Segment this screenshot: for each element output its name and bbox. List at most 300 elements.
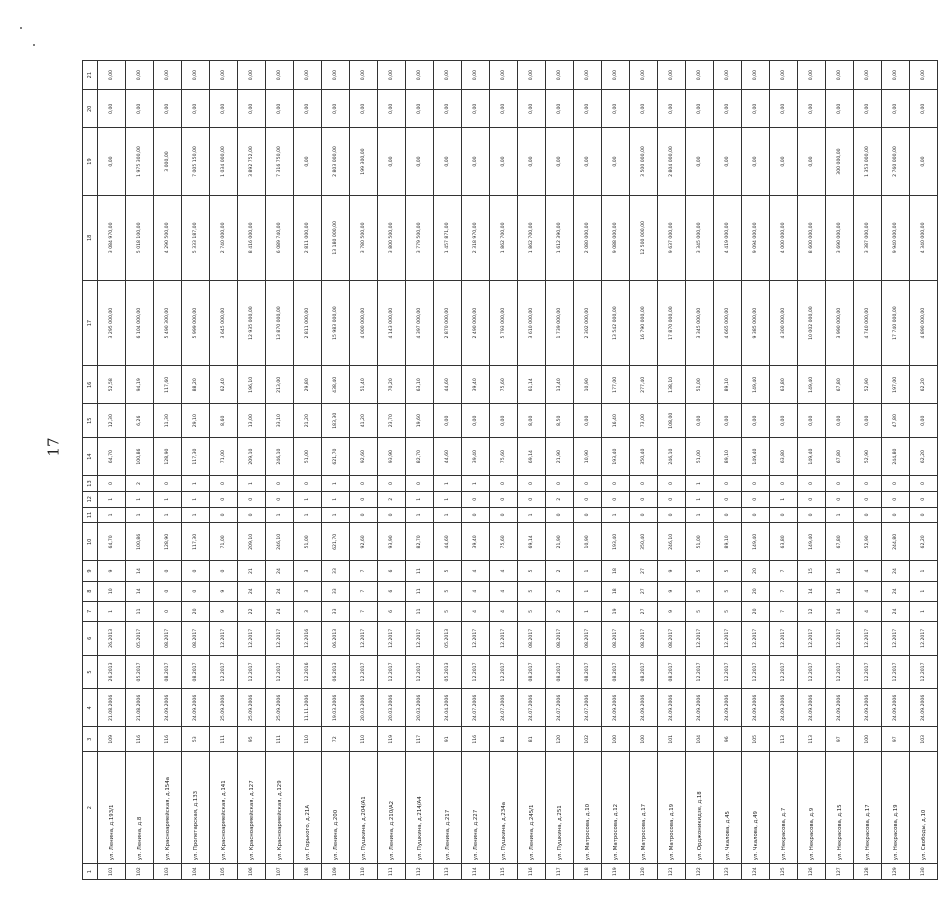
table-cell: 1 xyxy=(98,507,126,523)
table-cell: 108 xyxy=(294,864,322,880)
table-cell: 12 935 000,00 xyxy=(238,280,266,365)
table-cell: 51,40 xyxy=(350,366,378,404)
table-cell: 2 xyxy=(378,491,406,507)
table-cell: 109 xyxy=(322,864,350,880)
table-cell: 3 xyxy=(294,561,322,581)
table-cell: 115 xyxy=(490,864,518,880)
table-cell: 12.2017 xyxy=(266,655,294,689)
table-cell: 7 005 150,00 xyxy=(182,128,210,195)
table-cell: 24.09.2006 xyxy=(602,689,630,727)
table-cell: 0,00 xyxy=(826,61,854,90)
table-cell: 3 800 500,00 xyxy=(378,195,406,280)
table-row xyxy=(98,61,126,880)
table-cell: 33 xyxy=(322,601,350,621)
table-cell: 0 xyxy=(490,507,518,523)
table-cell: 6 089 740,00 xyxy=(266,195,294,280)
table-cell: 244,80 xyxy=(882,523,910,561)
table-cell: 12.2017 xyxy=(462,655,490,689)
table-cell: 1 xyxy=(154,491,182,507)
table-cell: 4 397 000,00 xyxy=(406,280,434,365)
table-cell: 100 xyxy=(630,727,658,752)
table-cell: 0,00 xyxy=(742,90,770,128)
table-cell: 1 xyxy=(910,581,938,601)
table-cell: 08.2017 xyxy=(630,655,658,689)
table-cell: 7 xyxy=(350,601,378,621)
table-cell: 24.07.2006 xyxy=(462,689,490,727)
table-cell: 9 xyxy=(658,561,686,581)
address-cell: ул. Пушкина, д.204/А1 xyxy=(350,752,378,864)
table-cell: 8 416 000,00 xyxy=(238,195,266,280)
table-cell: 2 xyxy=(546,601,574,621)
table-cell: 117,30 xyxy=(182,438,210,476)
table-cell: 0,00 xyxy=(546,90,574,128)
table-cell: 05.2013 xyxy=(434,655,462,689)
table-cell: 0 xyxy=(210,491,238,507)
address-cell: ул. Красноармейская, д.154а xyxy=(154,752,182,864)
table-cell: 5 xyxy=(518,581,546,601)
table-cell: 29,80 xyxy=(294,366,322,404)
table-cell: 110 xyxy=(350,864,378,880)
table-cell: 0 xyxy=(210,561,238,581)
table-cell: 08.2017 xyxy=(602,621,630,655)
table-cell: 0,00 xyxy=(294,90,322,128)
table-cell: 0 xyxy=(378,476,406,492)
table-cell: 1 xyxy=(462,476,490,492)
table-cell: 12.2017 xyxy=(350,621,378,655)
table-cell: 0,00 xyxy=(602,128,630,195)
table-cell: 08.2017 xyxy=(658,655,686,689)
table-cell: 0 xyxy=(154,601,182,621)
table-cell: 17 870 000,00 xyxy=(658,280,686,365)
table-cell: 9 940 000,00 xyxy=(882,195,910,280)
table-cell: 5 999 000,00 xyxy=(182,280,210,365)
table-cell: 9 637 000,00 xyxy=(658,195,686,280)
table-cell: 0 xyxy=(854,507,882,523)
table-cell: 12.2017 xyxy=(490,621,518,655)
table-cell: 24.09.2006 xyxy=(798,689,826,727)
table-cell: 0,00 xyxy=(798,128,826,195)
table-cell: 120 xyxy=(546,727,574,752)
table-cell: 0 xyxy=(350,507,378,523)
table-cell: 92,60 xyxy=(350,523,378,561)
address-cell: ул. Пролетарская, д.133 xyxy=(182,752,210,864)
table-cell: 177,00 xyxy=(602,366,630,404)
table-cell: 08.2017 xyxy=(574,621,602,655)
table-cell: 119 xyxy=(378,727,406,752)
table-cell: 6 104 000,00 xyxy=(126,280,154,365)
table-cell: 67,80 xyxy=(826,523,854,561)
table-cell: 51,00 xyxy=(294,438,322,476)
table-cell: 0,00 xyxy=(490,90,518,128)
table-cell: 10,90 xyxy=(574,523,602,561)
table-cell: 0,00 xyxy=(742,61,770,90)
table-cell: 12.2017 xyxy=(742,655,770,689)
table-cell: 21,90 xyxy=(546,523,574,561)
table-cell: 24.09.2006 xyxy=(854,689,882,727)
table-cell: 12.2017 xyxy=(378,621,406,655)
table-cell: 117,60 xyxy=(154,366,182,404)
table-cell: 0,00 xyxy=(126,61,154,90)
table-cell: 107 xyxy=(266,864,294,880)
table-cell: 0,00 xyxy=(462,61,490,90)
table-cell: 62,20 xyxy=(910,366,938,404)
table-cell: 89,10 xyxy=(714,438,742,476)
table-cell: 7 xyxy=(770,561,798,581)
table-cell: 63,10 xyxy=(406,366,434,404)
table-cell: 51,00 xyxy=(686,366,714,404)
table-row xyxy=(798,61,826,880)
table-cell: 0,00 xyxy=(742,128,770,195)
table-cell: 7 xyxy=(350,561,378,581)
table-cell: 33 xyxy=(322,581,350,601)
table-cell: 246,10 xyxy=(658,523,686,561)
table-cell: 0,00 xyxy=(266,90,294,128)
table-row xyxy=(742,61,770,880)
address-cell: ул. Горького, д.21А xyxy=(294,752,322,864)
table-cell: 33 xyxy=(322,561,350,581)
table-row xyxy=(770,61,798,880)
table-cell: 0,00 xyxy=(294,61,322,90)
table-cell: 0,00 xyxy=(490,404,518,438)
table-cell: 1 xyxy=(266,507,294,523)
table-cell: 621,70 xyxy=(322,523,350,561)
table-cell: 149,40 xyxy=(798,438,826,476)
table-cell: 4 340 000,00 xyxy=(910,195,938,280)
table-cell: 20 xyxy=(742,561,770,581)
table-cell: 44,60 xyxy=(434,523,462,561)
table-cell: 14 xyxy=(826,561,854,581)
table-cell: 11 xyxy=(406,561,434,581)
table-cell: 1 975 300,00 xyxy=(126,128,154,195)
table-cell: 24 xyxy=(882,601,910,621)
table-cell: 0,00 xyxy=(434,90,462,128)
table-row xyxy=(182,61,210,880)
table-cell: 183,30 xyxy=(322,404,350,438)
table-cell: 117 xyxy=(546,864,574,880)
table-row xyxy=(686,61,714,880)
table-cell: 0 xyxy=(518,476,546,492)
table-cell: 61,14 xyxy=(518,366,546,404)
table-cell: 0 xyxy=(378,507,406,523)
table-cell: 1 xyxy=(686,507,714,523)
address-cell: ул. Некрасова, д.9 xyxy=(798,752,826,864)
table-cell: 12 500 000,00 xyxy=(630,195,658,280)
column-header: 11 xyxy=(83,507,98,523)
table-cell: 73,00 xyxy=(630,404,658,438)
table-row xyxy=(882,61,910,880)
table-cell: 92,60 xyxy=(350,438,378,476)
table-cell: 100,86 xyxy=(126,523,154,561)
table-cell: 63,80 xyxy=(770,438,798,476)
address-cell: ул. Ленина, д.210/А2 xyxy=(378,752,406,864)
table-cell: 0,00 xyxy=(910,61,938,90)
address-cell: ул. Ленина, д.193/1 xyxy=(98,752,126,864)
table-cell: 0,00 xyxy=(742,404,770,438)
table-cell: 27 xyxy=(630,601,658,621)
table-cell: 2 870 000,00 xyxy=(434,280,462,365)
table-cell: 08.2017 xyxy=(630,621,658,655)
table-cell: 12.2017 xyxy=(826,621,854,655)
table-cell: 4 419 000,00 xyxy=(714,195,742,280)
table-cell: 21,90 xyxy=(546,438,574,476)
table-cell: 4 740 000,00 xyxy=(854,280,882,365)
table-cell: 2 811 000,00 xyxy=(294,280,322,365)
table-cell: 113 xyxy=(434,864,462,880)
table-row xyxy=(630,61,658,880)
table-cell: 5 xyxy=(434,601,462,621)
table-cell: 0,00 xyxy=(434,404,462,438)
table-cell: 16,40 xyxy=(602,404,630,438)
table-cell: 0 xyxy=(266,491,294,507)
column-header: 12 xyxy=(83,491,98,507)
table-cell: 08.2017 xyxy=(182,621,210,655)
table-cell: 14 xyxy=(826,601,854,621)
table-cell: 3 645 000,00 xyxy=(210,280,238,365)
table-cell: 1 xyxy=(434,476,462,492)
table-cell: 2 302 000,00 xyxy=(574,280,602,365)
table-cell: 1 xyxy=(574,601,602,621)
table-cell: 1 612 390,00 xyxy=(546,195,574,280)
table-cell: 3 387 000,00 xyxy=(854,195,882,280)
table-cell: 9 xyxy=(210,581,238,601)
table-cell: 12.2017 xyxy=(854,621,882,655)
table-cell: 110 xyxy=(350,727,378,752)
table-cell: 1 739 000,00 xyxy=(546,280,574,365)
table-row xyxy=(238,61,266,880)
address-cell: ул. Матросова, д.19 xyxy=(658,752,686,864)
table-cell: 0,00 xyxy=(350,61,378,90)
table-cell: 96 xyxy=(714,727,742,752)
table-cell: 246,10 xyxy=(658,438,686,476)
table-cell: 0,00 xyxy=(686,90,714,128)
table-cell: 2 811 000,00 xyxy=(294,195,322,280)
table-cell: 9 xyxy=(210,601,238,621)
table-cell: 25.09.2006 xyxy=(210,689,238,727)
table-cell: 0,00 xyxy=(406,90,434,128)
table-cell: 70,20 xyxy=(378,366,406,404)
table-cell: 102 xyxy=(574,727,602,752)
table-cell: 05.2017 xyxy=(126,621,154,655)
table-cell: 113 xyxy=(798,727,826,752)
table-cell: 0,00 xyxy=(574,128,602,195)
table-cell: 08.2017 xyxy=(154,655,182,689)
table-cell: 9 xyxy=(98,561,126,581)
table-cell: 25.09.2006 xyxy=(238,689,266,727)
table-row xyxy=(826,61,854,880)
table-cell: 64,70 xyxy=(98,523,126,561)
table-cell: 0 xyxy=(714,476,742,492)
column-header: 18 xyxy=(83,195,98,280)
table-cell: 64,70 xyxy=(98,438,126,476)
table-cell: 12.2017 xyxy=(686,655,714,689)
table-cell: 12.2017 xyxy=(854,655,882,689)
table-cell: 93,90 xyxy=(378,523,406,561)
table-cell: 47,80 xyxy=(882,404,910,438)
table-cell: 20 xyxy=(182,601,210,621)
table-cell: 3 500 000,00 xyxy=(630,128,658,195)
table-cell: 93,90 xyxy=(378,438,406,476)
table-cell: 5 xyxy=(434,561,462,581)
column-header: 15 xyxy=(83,404,98,438)
table-cell: 0,00 xyxy=(602,61,630,90)
column-header: 8 xyxy=(83,581,98,601)
table-cell: 350,40 xyxy=(630,523,658,561)
table-row xyxy=(518,61,546,880)
table-cell: 4 665 000,00 xyxy=(714,280,742,365)
table-cell: 5 333 187,00 xyxy=(182,195,210,280)
table-cell: 24.09.2006 xyxy=(154,689,182,727)
page-number: 17 xyxy=(44,437,63,457)
table-cell: 9 xyxy=(658,601,686,621)
table-cell: 101 xyxy=(98,864,126,880)
table-cell: 26.2013 xyxy=(98,621,126,655)
address-cell: ул. Некрасова, д.19 xyxy=(882,752,910,864)
table-cell: 0 xyxy=(574,491,602,507)
table-cell: 0 xyxy=(714,507,742,523)
table-cell: 0 xyxy=(910,507,938,523)
table-cell: 44,60 xyxy=(434,438,462,476)
table-cell: 5 xyxy=(518,601,546,621)
table-cell: 105 xyxy=(742,727,770,752)
table-cell: 0,00 xyxy=(98,61,126,90)
table-cell: 0,00 xyxy=(462,128,490,195)
table-cell: 0 xyxy=(518,491,546,507)
table-cell: 19 xyxy=(602,601,630,621)
column-header: 1 xyxy=(83,864,98,880)
table-cell: 0,00 xyxy=(714,404,742,438)
column-header: 9 xyxy=(83,561,98,581)
table-cell: 05.2017 xyxy=(126,655,154,689)
table-cell: 109 xyxy=(98,727,126,752)
address-cell: ул. Пушкина, д.234а xyxy=(490,752,518,864)
table-cell: 27 xyxy=(630,561,658,581)
table-cell: 10 002 000,00 xyxy=(798,280,826,365)
table-cell: 08.2017 xyxy=(546,655,574,689)
address-cell: ул. Ленина, д.227 xyxy=(462,752,490,864)
table-cell: 0,00 xyxy=(798,90,826,128)
table-cell: 88,20 xyxy=(182,366,210,404)
table-cell: 128 xyxy=(854,864,882,880)
table-cell: 149,40 xyxy=(742,366,770,404)
table-cell: 2 080 000,00 xyxy=(574,195,602,280)
address-cell: ул. Некрасова, д.15 xyxy=(826,752,854,864)
table-cell: 0 xyxy=(630,491,658,507)
address-cell: ул. Свободы, д.10 xyxy=(910,752,938,864)
register-table xyxy=(82,60,938,880)
address-cell: ул. Красноармейская, д.129 xyxy=(266,752,294,864)
table-cell: 0,00 xyxy=(770,128,798,195)
table-cell: 5 490 300,00 xyxy=(154,280,182,365)
table-cell: 67,80 xyxy=(826,366,854,404)
table-cell: 1 xyxy=(574,581,602,601)
column-header: 16 xyxy=(83,366,98,404)
table-cell: 0 xyxy=(406,476,434,492)
table-row xyxy=(350,61,378,880)
table-row xyxy=(434,61,462,880)
table-cell: 0 xyxy=(882,507,910,523)
rotated-table-container xyxy=(82,60,927,880)
table-cell: 89,10 xyxy=(714,523,742,561)
table-row xyxy=(910,61,938,880)
table-row xyxy=(602,61,630,880)
table-cell: 124 xyxy=(742,864,770,880)
table-row xyxy=(154,61,182,880)
table-cell: 0 xyxy=(602,491,630,507)
table-cell: 2 760 000,00 xyxy=(882,128,910,195)
table-cell: 0,00 xyxy=(574,404,602,438)
table-cell: 119 xyxy=(602,864,630,880)
table-cell: 0,00 xyxy=(798,404,826,438)
table-cell: 122 xyxy=(686,864,714,880)
table-cell: 12,30 xyxy=(98,404,126,438)
table-cell: 0 xyxy=(798,476,826,492)
table-cell: 438,40 xyxy=(322,366,350,404)
table-cell: 0,00 xyxy=(770,61,798,90)
table-row xyxy=(714,61,742,880)
address-cell: ул. Пушкина, д.214/А4 xyxy=(406,752,434,864)
table-cell: 05.2013 xyxy=(434,621,462,655)
table-cell: 91 xyxy=(434,727,462,752)
table-cell: 1 xyxy=(182,476,210,492)
table-cell: 0,00 xyxy=(574,61,602,90)
table-cell: 63,80 xyxy=(770,366,798,404)
table-cell: 0,00 xyxy=(434,128,462,195)
table-cell: 110 xyxy=(294,727,322,752)
table-cell: 7 316 750,00 xyxy=(266,128,294,195)
column-header: 20 xyxy=(83,90,98,128)
table-cell: 0 xyxy=(742,476,770,492)
table-cell: 114 xyxy=(462,864,490,880)
table-cell: 08.2017 xyxy=(182,655,210,689)
table-cell: 12.2017 xyxy=(210,621,238,655)
table-cell: 0,00 xyxy=(630,90,658,128)
table-cell: 0 xyxy=(882,476,910,492)
table-cell: 3 000,00 xyxy=(154,128,182,195)
address-cell: ул. Ленина, д.200 xyxy=(322,752,350,864)
table-cell: 12.2017 xyxy=(406,655,434,689)
table-cell: 0 xyxy=(602,476,630,492)
column-header: 14 xyxy=(83,438,98,476)
table-cell: 193,40 xyxy=(602,438,630,476)
table-cell: 52,90 xyxy=(854,438,882,476)
table-cell: 75,60 xyxy=(490,366,518,404)
table-cell: 27 xyxy=(630,581,658,601)
table-cell: 117,30 xyxy=(182,523,210,561)
table-cell: 81 xyxy=(490,727,518,752)
table-cell: 08.2017 xyxy=(154,621,182,655)
table-cell: 69,14 xyxy=(518,438,546,476)
address-cell: ул. Орджоникидзе, д.18 xyxy=(686,752,714,864)
table-cell: 1 xyxy=(294,507,322,523)
column-header: 5 xyxy=(83,655,98,689)
table-cell: 0,00 xyxy=(602,90,630,128)
table-cell: 2 490 000,00 xyxy=(462,280,490,365)
table-cell: 138,10 xyxy=(658,366,686,404)
table-cell: 19.03.2006 xyxy=(322,689,350,727)
table-cell: 0 xyxy=(294,476,322,492)
table-cell: 4 xyxy=(462,581,490,601)
table-cell: 0 xyxy=(742,491,770,507)
table-cell: 0,00 xyxy=(686,128,714,195)
table-cell: 24.09.2006 xyxy=(826,689,854,727)
table-cell: 0,00 xyxy=(882,90,910,128)
table-cell: 12.2017 xyxy=(238,655,266,689)
table-cell: 12.2017 xyxy=(238,621,266,655)
table-cell: 52,90 xyxy=(854,366,882,404)
table-cell: 0,00 xyxy=(546,61,574,90)
table-cell: 24.09.2006 xyxy=(882,689,910,727)
table-cell: 21 xyxy=(238,561,266,581)
